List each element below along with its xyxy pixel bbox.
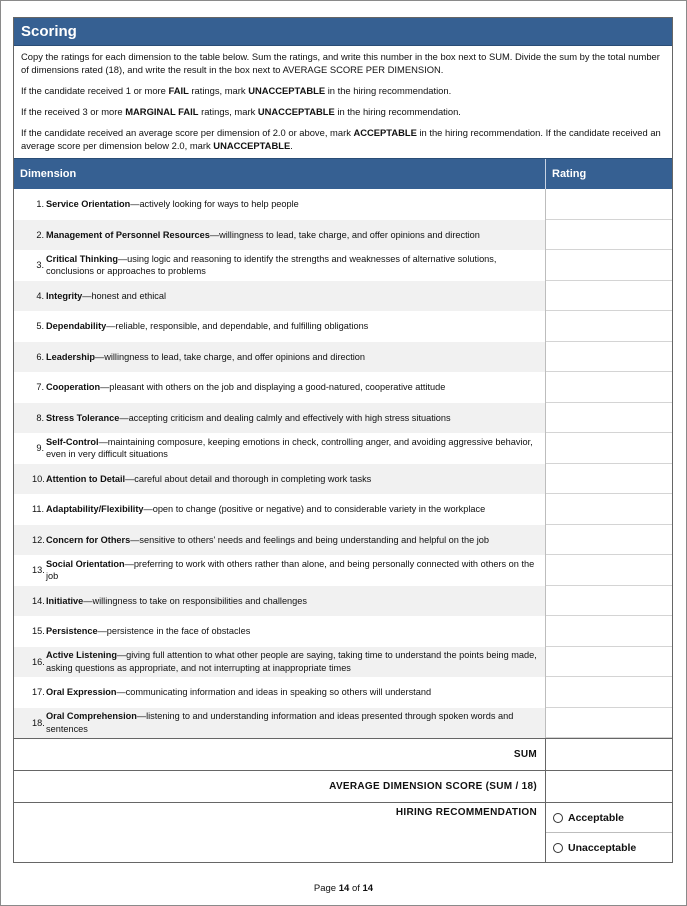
- dimension-name: Cooperation: [46, 382, 101, 392]
- dimension-text: [46, 381, 445, 394]
- dimension-description: —open to change (positive or negative) and to considerable variety in the workplace: [143, 504, 486, 514]
- option-label: Acceptable: [568, 811, 625, 824]
- dimension-cell: [14, 525, 546, 556]
- dimension-text: [46, 412, 451, 425]
- dimension-text: [46, 253, 537, 278]
- dimension-description: —willingness to lead, take charge, and offer opinions and direction: [95, 351, 366, 362]
- dimension-cell: [14, 464, 546, 495]
- dimension-number: 18.: [32, 717, 45, 728]
- option-acceptable[interactable]: [546, 803, 672, 832]
- dimension-number: 7.: [36, 382, 44, 392]
- rating-input-box[interactable]: [546, 464, 672, 495]
- instruction-paragraph: [21, 84, 664, 97]
- dimension-name: Self-Control: [46, 436, 99, 447]
- sum-row: [14, 738, 672, 770]
- column-header-rating: Rating: [552, 168, 587, 180]
- rating-input-box[interactable]: [546, 311, 672, 342]
- dimension-description: —maintaining composure, keeping emotions in check, controlling anger, and avoiding aggressive behavior, even in very difficult situations: [46, 436, 533, 460]
- dimension-number: 11.: [32, 504, 45, 514]
- dimension-name: Social Orientation: [46, 558, 125, 569]
- dimension-cell: [14, 708, 546, 739]
- dimension-name: Leadership: [46, 351, 96, 362]
- dimension-number: 10.: [32, 473, 45, 484]
- instruction-text: ratings, mark: [188, 85, 249, 96]
- dimension-text: [46, 595, 307, 608]
- instructions: [14, 46, 672, 158]
- option-unacceptable[interactable]: [546, 832, 672, 862]
- rating-input-box[interactable]: [546, 433, 672, 464]
- instruction-emphasis: UNACCEPTABLE: [257, 106, 335, 117]
- dimension-description: —persistence in the face of obstacles: [97, 626, 251, 636]
- rating-input-box[interactable]: [546, 494, 672, 525]
- dimension-text: [46, 686, 431, 699]
- page-number-current: 14: [338, 883, 350, 894]
- rating-input-box[interactable]: [546, 342, 672, 373]
- dimension-description: —preferring to work with others rather than alone, and being personally connected with others on the job: [46, 558, 535, 582]
- dimension-name: Initiative: [46, 595, 84, 606]
- dimension-cell: [14, 586, 546, 617]
- dimension-rows: [14, 189, 672, 738]
- table-row: [14, 616, 672, 647]
- page-number-text: of: [349, 883, 363, 894]
- page-footer: [1, 883, 686, 894]
- dimension-number: 16.: [32, 656, 45, 667]
- dimension-description: —giving full attention to what other people are saying, taking time to understand the points being made, asking questions as appropriate, and not interrupting at inappropriate times: [46, 650, 537, 673]
- table-row: [14, 342, 672, 373]
- dimension-description: —sensitive to others' needs and feelings and being understanding and helpful on the job: [130, 534, 490, 545]
- dimension-cell: [14, 342, 546, 373]
- dimension-number: 12.: [32, 534, 45, 545]
- average-input-box[interactable]: [546, 771, 672, 802]
- hiring-recommendation-row: [14, 802, 672, 862]
- rating-input-box[interactable]: [546, 281, 672, 312]
- table-row: [14, 311, 672, 342]
- dimension-cell: [14, 189, 546, 220]
- table-row: [14, 525, 672, 556]
- rating-input-box[interactable]: [546, 189, 672, 220]
- dimension-name: Critical Thinking: [46, 253, 118, 264]
- average-label: AVERAGE DIMENSION SCORE (SUM / 18): [14, 771, 546, 802]
- table-row: [14, 647, 672, 678]
- dimension-text: [46, 558, 537, 583]
- dimension-text: [46, 229, 480, 242]
- dimension-cell: [14, 403, 546, 434]
- dimension-number: 15.: [32, 626, 45, 636]
- page-number-total: 14: [362, 883, 374, 894]
- table-row: [14, 494, 672, 525]
- dimension-cell: [14, 494, 546, 525]
- table-row: [14, 433, 672, 464]
- rating-input-box[interactable]: [546, 677, 672, 708]
- dimension-number: 4.: [36, 290, 44, 301]
- dimension-cell: [14, 647, 546, 678]
- instruction-text: in the hiring recommendation.: [325, 85, 452, 96]
- table-row: [14, 220, 672, 251]
- instruction-emphasis: FAIL: [168, 85, 189, 96]
- section-title: Scoring: [21, 23, 77, 40]
- dimension-text: [46, 290, 166, 303]
- dimension-text: [46, 534, 489, 547]
- instruction-emphasis: UNACCEPTABLE: [213, 140, 291, 151]
- table-row: [14, 403, 672, 434]
- instruction-paragraph: [21, 126, 664, 152]
- dimension-text: [46, 351, 365, 364]
- rating-input-box[interactable]: [546, 586, 672, 617]
- dimension-description: —pleasant with others on the job and displaying a good-natured, cooperative attitude: [100, 382, 446, 392]
- dimension-name: Oral Comprehension: [46, 711, 137, 722]
- dimension-name: Attention to Detail: [46, 473, 126, 484]
- dimension-name: Concern for Others: [46, 534, 131, 545]
- table-row: [14, 708, 672, 739]
- dimension-description: —communicating information and ideas in speaking so others will understand: [116, 687, 432, 697]
- instruction-text: If the candidate received an average score per dimension of 2.0 or above, mark: [21, 127, 354, 138]
- option-label: Unacceptable: [568, 841, 637, 854]
- hiring-options: [546, 803, 672, 862]
- dimension-description: —careful about detail and thorough in completing work tasks: [125, 473, 372, 484]
- dimension-text: [46, 503, 485, 516]
- dimension-name: Adaptability/Flexibility: [46, 504, 144, 514]
- dimension-number: 9.: [36, 443, 44, 453]
- rating-input-box[interactable]: [546, 708, 672, 739]
- dimension-number: 6.: [36, 351, 44, 362]
- page-number-text: Page: [313, 883, 339, 894]
- rating-input-box[interactable]: [546, 647, 672, 678]
- dimension-description: —using logic and reasoning to identify the strengths and weaknesses of alternative solutions, conclusions or approaches to problems: [46, 253, 497, 277]
- dimension-name: Service Orientation: [46, 199, 131, 209]
- instruction-text: in the hiring recommendation.: [334, 106, 461, 117]
- radio-circle-icon[interactable]: [553, 843, 563, 853]
- dimension-description: —honest and ethical: [82, 290, 167, 301]
- dimension-cell: [14, 555, 546, 586]
- dimension-cell: [14, 250, 546, 281]
- table-row: [14, 250, 672, 281]
- instruction-text: If the candidate received 1 or more: [21, 85, 169, 96]
- instruction-emphasis: UNACCEPTABLE: [248, 85, 326, 96]
- dimension-text: [46, 320, 368, 333]
- dimension-text: [46, 710, 537, 735]
- dimension-text: [46, 649, 537, 674]
- rating-input-box[interactable]: [546, 555, 672, 586]
- instruction-text: If the received 3 or more: [21, 106, 126, 117]
- table-row: [14, 586, 672, 617]
- hiring-recommendation-label: HIRING RECOMMENDATION: [14, 803, 546, 862]
- table-row: [14, 372, 672, 403]
- dimension-text: [46, 436, 537, 461]
- rating-input-box[interactable]: [546, 525, 672, 556]
- dimension-number: 13.: [32, 565, 45, 575]
- dimension-description: —accepting criticism and dealing calmly and effectively with high stress situations: [119, 412, 451, 423]
- dimension-number: 5.: [36, 321, 44, 331]
- dimension-description: —willingness to take on responsibilities and challenges: [83, 595, 307, 606]
- dimension-cell: [14, 281, 546, 312]
- instruction-text: .: [290, 140, 293, 151]
- average-row: [14, 770, 672, 802]
- instruction-emphasis: MARGINAL FAIL: [125, 106, 199, 117]
- instruction-text: ratings, mark: [198, 106, 258, 117]
- dimension-name: Integrity: [46, 290, 83, 301]
- rating-input-box[interactable]: [546, 616, 672, 647]
- dimension-number: 8.: [36, 412, 44, 423]
- dimension-text: [46, 473, 371, 486]
- dimension-description: —willingness to lead, take charge, and offer opinions and direction: [209, 229, 480, 240]
- dimension-name: Stress Tolerance: [46, 412, 120, 423]
- table-header: [14, 158, 672, 189]
- rating-input-box[interactable]: [546, 250, 672, 281]
- dimension-description: —actively looking for ways to help people: [130, 199, 299, 209]
- table-row: [14, 464, 672, 495]
- rating-input-box[interactable]: [546, 372, 672, 403]
- dimension-cell: [14, 372, 546, 403]
- dimension-cell: [14, 311, 546, 342]
- dimension-number: 17.: [32, 687, 45, 697]
- table-row: [14, 555, 672, 586]
- dimension-name: Persistence: [46, 626, 98, 636]
- sum-label: SUM: [14, 739, 546, 770]
- table-row: [14, 189, 672, 220]
- dimension-text: [46, 198, 299, 211]
- instruction-emphasis: ACCEPTABLE: [353, 127, 417, 138]
- rating-input-box[interactable]: [546, 403, 672, 434]
- column-header-dimension: Dimension: [14, 159, 546, 189]
- table-row: [14, 281, 672, 312]
- sum-input-box[interactable]: [546, 739, 672, 770]
- dimension-number: 2.: [36, 229, 44, 240]
- instruction-paragraph: [21, 105, 664, 118]
- dimension-number: 14.: [32, 595, 45, 606]
- table-row: [14, 677, 672, 708]
- dimension-name: Active Listening: [46, 650, 117, 661]
- dimension-number: 1.: [36, 199, 44, 209]
- dimension-cell: [14, 220, 546, 251]
- section-header: [14, 18, 672, 46]
- dimension-name: Oral Expression: [46, 687, 117, 697]
- radio-circle-icon[interactable]: [553, 813, 563, 823]
- dimension-description: —listening to and understanding information and ideas presented through spoken words and sentences: [46, 711, 514, 734]
- rating-input-box[interactable]: [546, 220, 672, 251]
- scoring-section: [13, 17, 673, 863]
- dimension-cell: [14, 433, 546, 464]
- dimension-name: Management of Personnel Resources: [46, 229, 210, 240]
- instruction-paragraph: Copy the ratings for each dimension to the table below. Sum the ratings, and write this number in the box next to SUM. Divide the sum by the total number of dimensions rated (18), and write the result in the box next to AVERAGE SCORE PER DIMENSION.: [21, 51, 660, 75]
- dimension-name: Dependability: [46, 321, 107, 331]
- dimension-description: —reliable, responsible, and dependable, and fulfilling obligations: [106, 321, 369, 331]
- instruction-text: in the hiring recommendation. If the candidate received an average score per dimension below 2.0, mark: [21, 127, 661, 151]
- dimension-cell: [14, 616, 546, 647]
- dimension-cell: [14, 677, 546, 708]
- dimension-number: 3.: [36, 260, 44, 270]
- dimension-text: [46, 625, 250, 638]
